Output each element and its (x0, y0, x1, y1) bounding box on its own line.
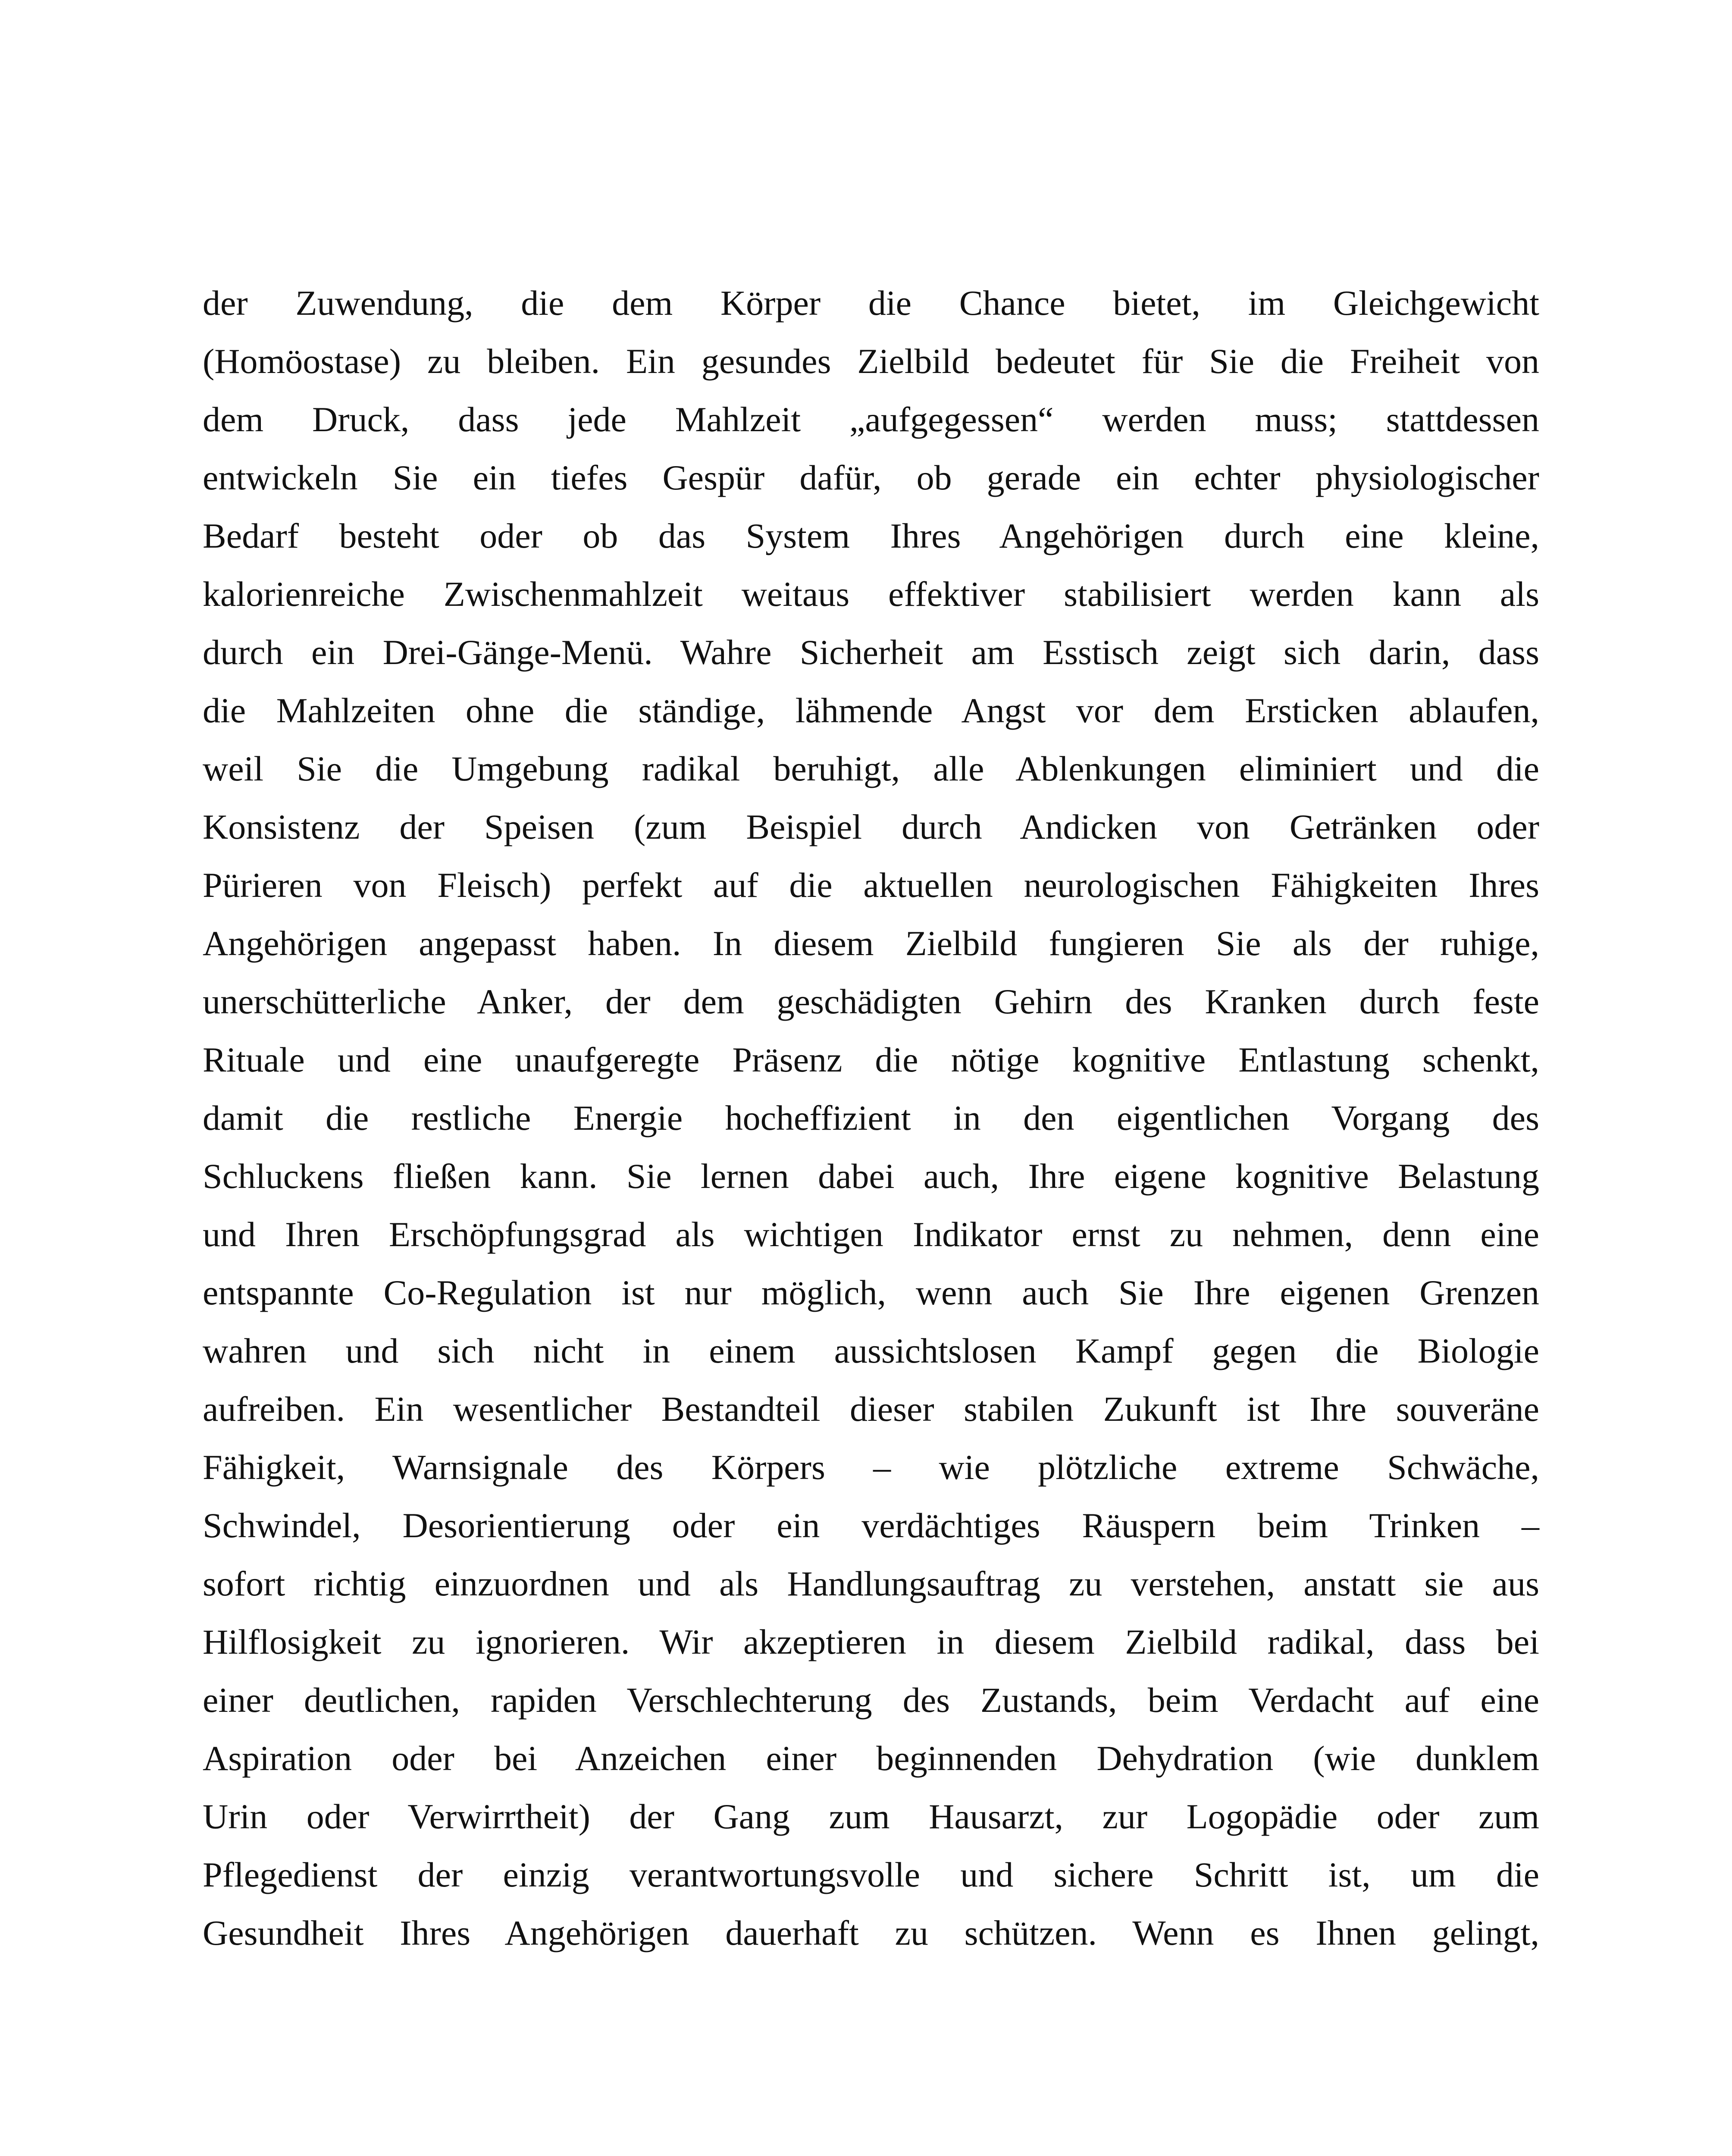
text-line: entwickeln Sie ein tiefes Gespür dafür, ob gerade ein echter physiologischer (203, 458, 1539, 497)
text-line: weil Sie die Umgebung radikal beruhigt, alle Ablenkungen eliminiert und die (203, 749, 1539, 788)
text-line: Hilflosigkeit zu ignorieren. Wir akzeptieren in diesem Zielbild radikal, dass bei (203, 1622, 1539, 1661)
text-line: Gesundheit Ihres Angehörigen dauerhaft zu schützen. Wenn es Ihnen gelingt, (203, 1913, 1539, 1952)
text-line: dem Druck, dass jede Mahlzeit „aufgegessen“ werden muss; stattdessen (203, 400, 1539, 439)
text-line: Angehörigen angepasst haben. In diesem Zielbild fungieren Sie als der ruhige, (203, 924, 1539, 963)
text-line: einer deutlichen, rapiden Verschlechterung des Zustands, beim Verdacht auf eine (203, 1680, 1539, 1720)
text-line: Pürieren von Fleisch) perfekt auf die aktuellen neurologischen Fähigkeiten Ihres (203, 865, 1539, 905)
text-line: unerschütterliche Anker, der dem geschädigten Gehirn des Kranken durch feste (203, 982, 1539, 1021)
text-line: wahren und sich nicht in einem aussichtslosen Kampf gegen die Biologie (203, 1331, 1539, 1370)
text-line: entspannte Co-Regulation ist nur möglich, wenn auch Sie Ihre eigenen Grenzen (203, 1273, 1539, 1312)
text-line: Konsistenz der Speisen (zum Beispiel durch Andicken von Getränken oder (203, 807, 1539, 846)
text-line: Pflegedienst der einzig verantwortungsvolle und sichere Schritt ist, um die (203, 1855, 1539, 1894)
text-line: Schwindel, Desorientierung oder ein verdächtiges Räuspern beim Trinken – (203, 1506, 1539, 1545)
body-paragraph (203, 274, 1539, 1962)
text-line: und Ihren Erschöpfungsgrad als wichtigen Indikator ernst zu nehmen, denn eine (203, 1215, 1539, 1254)
text-line: aufreiben. Ein wesentlicher Bestandteil dieser stabilen Zukunft ist Ihre souveräne (203, 1389, 1539, 1429)
text-line: damit die restliche Energie hocheffizient in den eigentlichen Vorgang des (203, 1098, 1539, 1138)
text-line: Bedarf besteht oder ob das System Ihres Angehörigen durch eine kleine, (203, 516, 1539, 555)
text-line: durch ein Drei-Gänge-Menü. Wahre Sicherheit am Esstisch zeigt sich darin, dass (203, 633, 1539, 672)
text-line: (Homöostase) zu bleiben. Ein gesundes Zielbild bedeutet für Sie die Freiheit von (203, 342, 1539, 381)
text-line: Fähigkeit, Warnsignale des Körpers – wie plötzliche extreme Schwäche, (203, 1448, 1539, 1487)
text-line: der Zuwendung, die dem Körper die Chance bietet, im Gleichgewicht (203, 283, 1539, 323)
text-line: Schluckens fließen kann. Sie lernen dabei auch, Ihre eigene kognitive Belastung (203, 1156, 1539, 1196)
text-line: kalorienreiche Zwischenmahlzeit weitaus effektiver stabilisiert werden kann als (203, 574, 1539, 614)
text-line: Rituale und eine unaufgeregte Präsenz die nötige kognitive Entlastung schenkt, (203, 1040, 1539, 1079)
text-line: Urin oder Verwirrtheit) der Gang zum Hausarzt, zur Logopädie oder zum (203, 1797, 1539, 1836)
text-line: Aspiration oder bei Anzeichen einer beginnenden Dehydration (wie dunklem (203, 1739, 1539, 1778)
text-line: die Mahlzeiten ohne die ständige, lähmende Angst vor dem Ersticken ablaufen, (203, 691, 1539, 730)
text-line: sofort richtig einzuordnen und als Handlungsauftrag zu verstehen, anstatt sie aus (203, 1564, 1539, 1603)
